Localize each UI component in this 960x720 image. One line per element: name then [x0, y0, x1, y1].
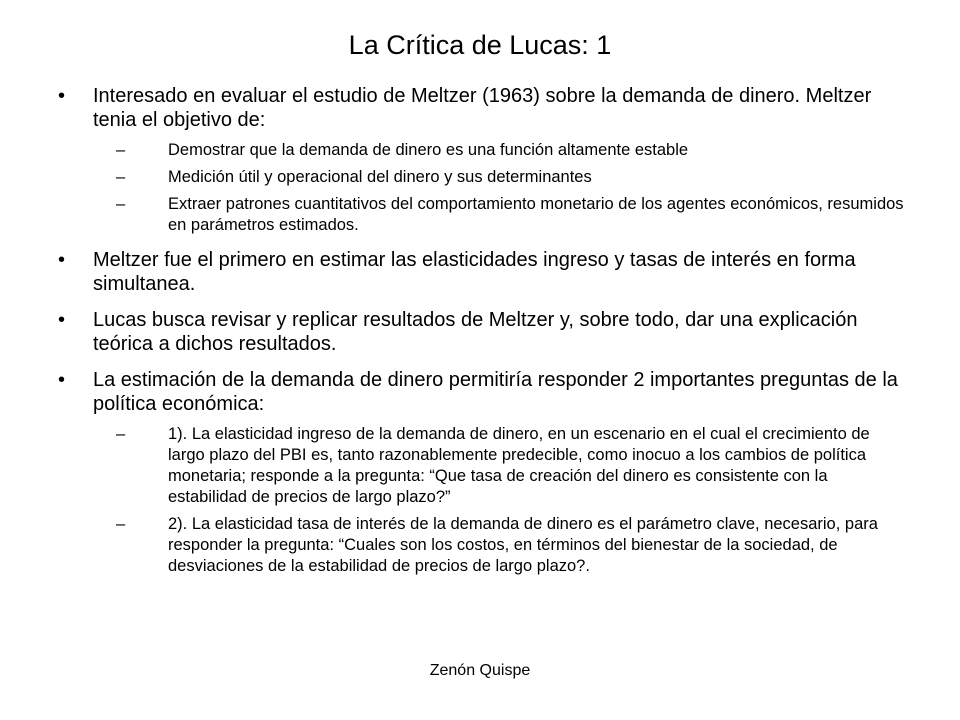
bullet-item [58, 84, 908, 236]
bullet-item [58, 308, 908, 356]
bullet-item [58, 368, 908, 577]
sub-item [116, 424, 908, 508]
bullet-text: Lucas busca revisar y replicar resultados de Meltzer y, sobre todo, dar una explicación teórica a dichos resultados. [93, 309, 858, 355]
sub-text: Demostrar que la demanda de dinero es una función altamente estable [168, 141, 689, 159]
bullet-text: Interesado en evaluar el estudio de Meltzer (1963) sobre la demanda de dinero. Meltzer tenia el objetivo de: [93, 85, 872, 131]
sub-text: Medición útil y operacional del dinero y sus determinantes [168, 168, 592, 186]
slide-title: La Crítica de Lucas: 1 [348, 30, 612, 60]
sub-item [116, 167, 908, 188]
bullet-text: La estimación de la demanda de dinero permitiría responder 2 importantes preguntas de la política económica: [93, 369, 898, 415]
footer-author: Zenón Quispe [429, 662, 531, 679]
dash-marker: – [116, 168, 126, 186]
dash-marker: – [116, 515, 126, 533]
sub-item [116, 194, 908, 236]
bullet-marker: • [58, 85, 66, 107]
sub-text: Extraer patrones cuantitativos del comportamiento monetario de los agentes económicos, resumidos en parámetros estimados. [168, 195, 904, 234]
bullet-marker: • [58, 369, 66, 391]
sub-item [116, 140, 908, 161]
dash-marker: – [116, 195, 126, 213]
sub-list [93, 140, 908, 236]
bullet-list [58, 84, 908, 589]
bullet-marker: • [58, 249, 66, 271]
dash-marker: – [116, 425, 126, 443]
sub-text: 2). La elasticidad tasa de interés de la demanda de dinero es el parámetro clave, necesario, para responder la pregunta: “Cuales son los costos, en términos del bienestar de la sociedad, de desviaciones de la estabilidad de precios de largo plazo?. [168, 515, 878, 575]
sub-item [116, 514, 908, 577]
bullet-item [58, 248, 908, 296]
sub-text: 1). La elasticidad ingreso de la demanda de dinero, en un escenario en el cual el crecimiento de largo plazo del PBI es, tanto razonablemente predecible, como inocuo a los cambios de política monetaria; responde a la pregunta: “Que tasa de creación del dinero es consistente con la estabilidad de precios de largo plazo?” [168, 425, 870, 506]
bullet-marker: • [58, 309, 66, 331]
sub-list [93, 424, 908, 577]
bullet-text: Meltzer fue el primero en estimar las elasticidades ingreso y tasas de interés en forma simultanea. [93, 249, 856, 295]
dash-marker: – [116, 141, 126, 159]
